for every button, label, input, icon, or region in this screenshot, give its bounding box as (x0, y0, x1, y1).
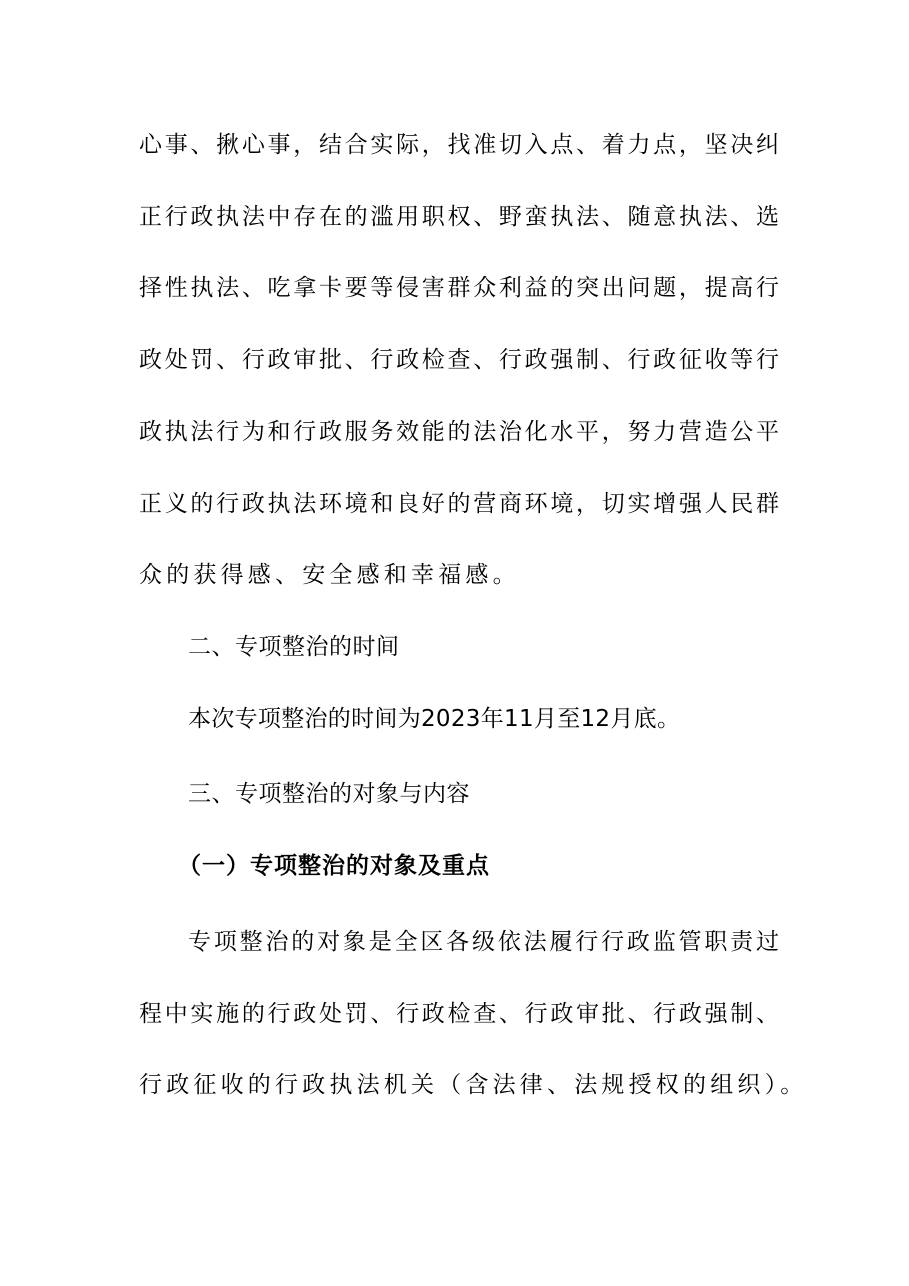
section-heading: 二、专项整治的时间 (188, 634, 400, 660)
paragraph-line: 正义的行政执法环境和良好的营商环境，切实增强人民群 (139, 491, 779, 517)
paragraph-line: 专项整治的对象是全区各级依法履行行政监管职责过 (188, 929, 779, 955)
paragraph-line: 政执法行为和行政服务效能的法治化水平，努力营造公平 (139, 419, 779, 445)
section-subheading: （一）专项整治的对象及重点 (178, 853, 490, 879)
paragraph-line: 正行政执法中存在的滥用职权、野蛮执法、随意执法、选 (139, 204, 779, 230)
paragraph-line: 择性执法、吃拿卡要等侵害群众利益的突出问题，提高行 (139, 275, 779, 301)
paragraph-line: 程中实施的行政处罚、行政检查、行政审批、行政强制、 (139, 1001, 779, 1027)
paragraph-line: 众的获得感、安全感和幸福感。 (139, 562, 520, 588)
paragraph-line: 行政征收的行政执法机关（含法律、法规授权的组织）。 (139, 1072, 808, 1098)
section-heading: 三、专项整治的对象与内容 (188, 781, 470, 807)
paragraph-line: 政处罚、行政审批、行政检查、行政强制、行政征收等行 (139, 347, 779, 373)
paragraph-line: 心事、揪心事，结合实际，找准切入点、着力点，坚决纠 (139, 132, 779, 158)
section-body: 本次专项整治的时间为2023年11月至12月底。 (188, 706, 681, 732)
